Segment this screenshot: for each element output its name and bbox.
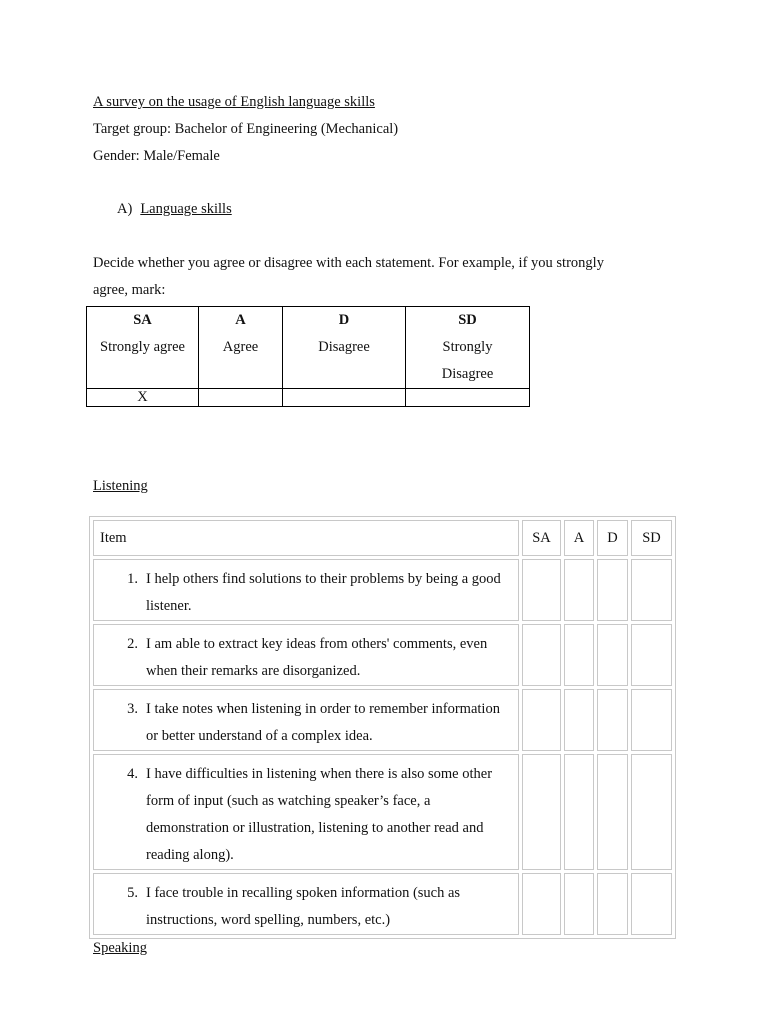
legend-label: Strongly agree <box>100 339 185 355</box>
answer-cell-a[interactable] <box>564 873 594 935</box>
item-number: 3. <box>127 701 138 717</box>
answer-cell-a[interactable] <box>564 754 594 870</box>
table-row <box>93 754 672 870</box>
answer-cell-d[interactable] <box>597 873 628 935</box>
legend-cell-d <box>283 307 406 389</box>
legend-abbr: SD <box>458 312 477 328</box>
table-row <box>93 873 672 935</box>
legend-cell-sa <box>87 307 199 389</box>
legend-mark-a <box>199 389 283 407</box>
column-header-a: A <box>564 520 594 556</box>
answer-cell-d[interactable] <box>597 559 628 621</box>
answer-cell-sd[interactable] <box>631 873 672 935</box>
item-number: 5. <box>127 885 138 901</box>
legend-label: Strongly Disagree <box>441 339 494 382</box>
answer-cell-sd[interactable] <box>631 559 672 621</box>
item-cell <box>93 559 519 621</box>
answer-cell-sd[interactable] <box>631 754 672 870</box>
answer-cell-d[interactable] <box>597 754 628 870</box>
item-cell <box>93 754 519 870</box>
item-number: 4. <box>127 766 138 782</box>
column-header-sd: SD <box>631 520 672 556</box>
item-cell <box>93 689 519 751</box>
item-text: I have difficulties in listening when there is also some other form of input (such as watching speaker’s face, a demonstration or illustration, listening to another read and reading along). <box>146 766 493 863</box>
answer-cell-sa[interactable] <box>522 689 561 751</box>
column-header-d: D <box>597 520 628 556</box>
legend-abbr: A <box>235 312 246 328</box>
item-text: I face trouble in recalling spoken information (such as instructions, word spelling, numbers, etc.) <box>146 885 461 928</box>
gender-line: Gender: Male/Female <box>93 148 220 164</box>
legend-cell-sd <box>406 307 530 389</box>
table-row <box>93 559 672 621</box>
legend-abbr: SA <box>133 312 152 328</box>
legend-cell-a <box>199 307 283 389</box>
instructions-line-1: Decide whether you agree or disagree with each statement. For example, if you strongly <box>93 255 604 271</box>
answer-cell-sa[interactable] <box>522 559 561 621</box>
item-cell <box>93 624 519 686</box>
section-marker: A) <box>117 201 133 217</box>
listening-table <box>89 516 676 939</box>
item-text: I am able to extract key ideas from others' comments, even when their remarks are disorganized. <box>146 636 488 679</box>
table-row <box>93 689 672 751</box>
legend-table <box>86 306 530 407</box>
legend-mark-sd <box>406 389 530 407</box>
legend-mark-d <box>283 389 406 407</box>
speaking-heading: Speaking <box>93 940 147 956</box>
answer-cell-sd[interactable] <box>631 689 672 751</box>
answer-cell-a[interactable] <box>564 689 594 751</box>
survey-title: A survey on the usage of English language skills <box>93 94 375 110</box>
column-header-sa: SA <box>522 520 561 556</box>
item-number: 1. <box>127 571 138 587</box>
legend-label: Disagree <box>318 339 370 355</box>
table-row <box>93 624 672 686</box>
legend-abbr: D <box>338 312 350 328</box>
column-header-item: Item <box>93 520 519 556</box>
section-label: Language skills <box>140 201 232 217</box>
section-heading <box>117 199 232 219</box>
instructions-line-2: agree, mark: <box>93 282 166 298</box>
legend-mark-sa: X <box>87 389 199 407</box>
answer-cell-sa[interactable] <box>522 873 561 935</box>
target-group: Target group: Bachelor of Engineering (Mechanical) <box>93 121 399 137</box>
answer-cell-sa[interactable] <box>522 754 561 870</box>
answer-cell-d[interactable] <box>597 689 628 751</box>
answer-cell-sa[interactable] <box>522 624 561 686</box>
answer-cell-a[interactable] <box>564 624 594 686</box>
item-text: I help others find solutions to their problems by being a good listener. <box>146 571 501 614</box>
legend-label: Agree <box>222 339 259 355</box>
answer-cell-sd[interactable] <box>631 624 672 686</box>
listening-heading: Listening <box>93 478 148 494</box>
item-text: I take notes when listening in order to remember information or better understand of a complex idea. <box>146 701 500 744</box>
item-number: 2. <box>127 636 138 652</box>
answer-cell-a[interactable] <box>564 559 594 621</box>
answer-cell-d[interactable] <box>597 624 628 686</box>
item-cell <box>93 873 519 935</box>
